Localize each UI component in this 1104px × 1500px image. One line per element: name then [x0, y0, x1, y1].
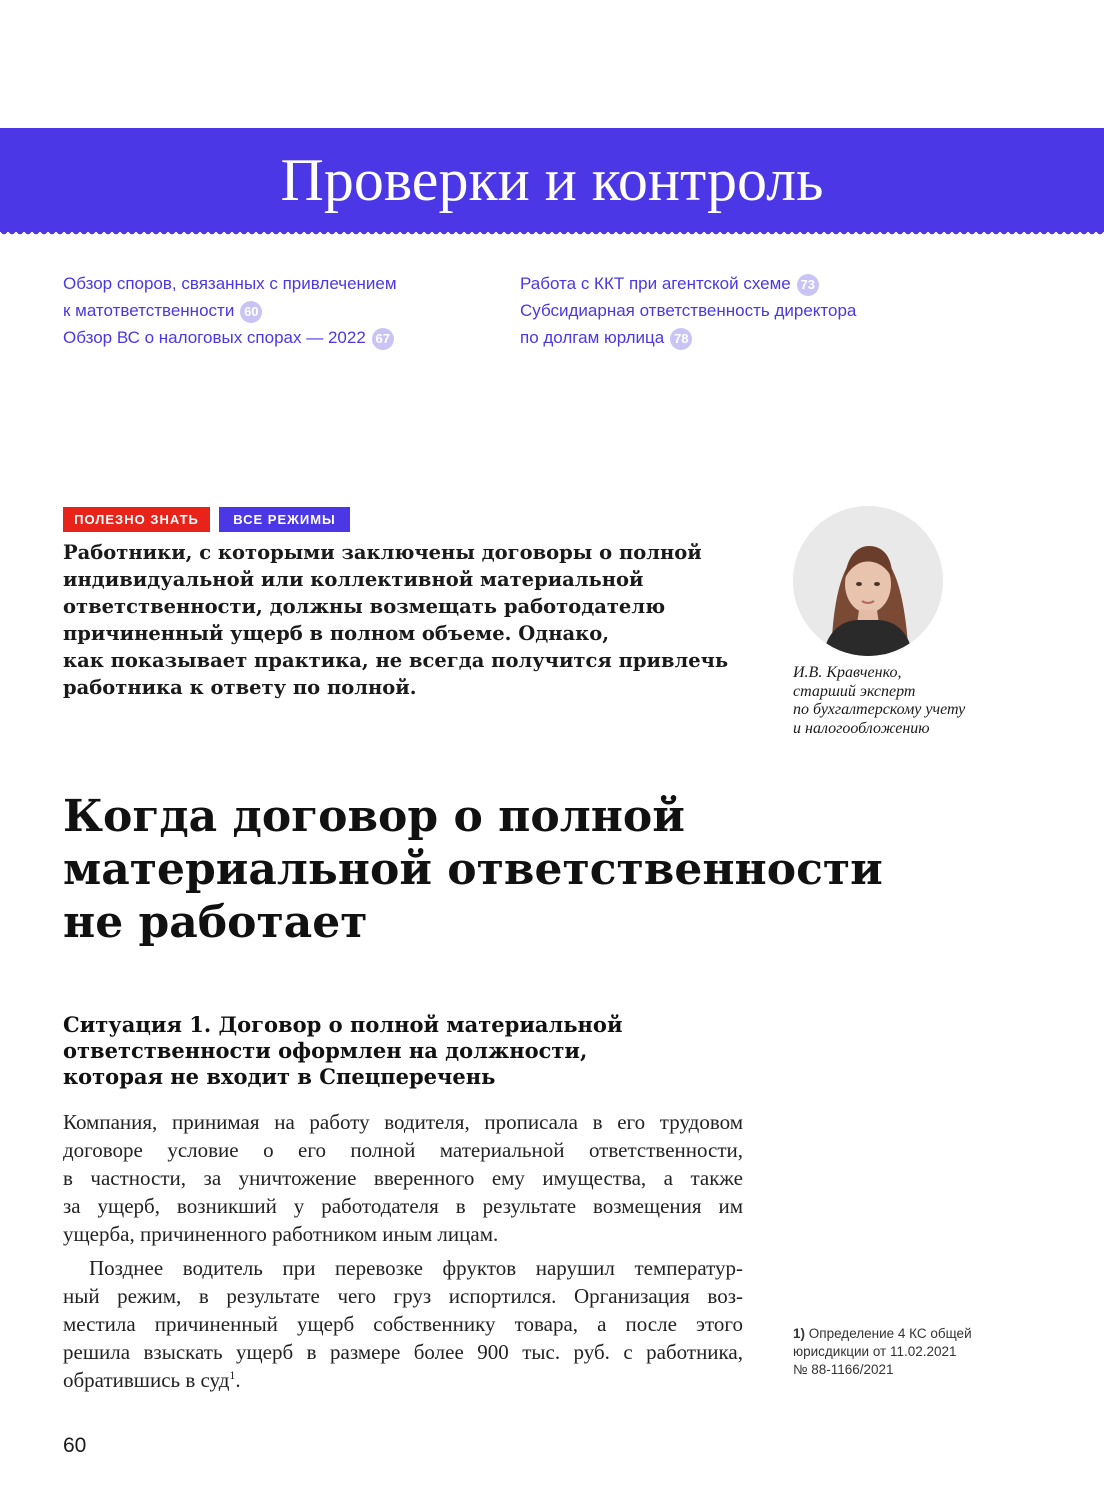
lead-line: ответственности, должны возмещать работодателю	[63, 595, 666, 618]
body-line: решила взыскать ущерб в размере более 900 тыс. руб. с работника,	[63, 1340, 743, 1364]
toc-item-line: Работа с ККТ при агентской схеме	[520, 274, 791, 293]
article-headline	[63, 790, 1043, 949]
headline-line: не работает	[63, 897, 368, 948]
footnote-line: юрисдикции от 11.02.2021	[793, 1344, 957, 1359]
headline-line: материальной ответственности	[63, 844, 883, 895]
toc-page-badge: 60	[240, 301, 262, 323]
toc-item-line: Обзор споров, связанных с привлечением	[63, 274, 397, 293]
body-paragraph	[63, 1254, 743, 1394]
situation-heading	[63, 1012, 783, 1090]
toc-item-line: Субсидиарная ответственность директора	[520, 301, 857, 320]
toc-page-badge: 78	[670, 328, 692, 350]
footnote-marker: 1)	[793, 1326, 806, 1341]
author-name: И.В. Кравченко,	[793, 664, 902, 681]
lead-line: причиненный ущерб в полном объеме. Однако,	[63, 622, 609, 645]
subhead-line: ответственности оформлен на должности,	[63, 1038, 588, 1063]
lead-line: индивидуальной или коллективной материальной	[63, 568, 644, 591]
toc-item-kkt-agent[interactable]	[520, 270, 920, 297]
footnote	[793, 1325, 1023, 1379]
toc-item-line: Обзор ВС о налоговых спорах — 2022	[63, 328, 366, 347]
body-line: Позднее водитель при перевозке фруктов нарушил температур-	[89, 1256, 743, 1280]
lead-line: как показывает практика, не всегда получится привлечь	[63, 649, 729, 672]
body-line-end: .	[235, 1368, 241, 1392]
lead-line: Работники, с которыми заключены договоры о полной	[63, 541, 702, 564]
toc-item-line: к матответственности	[63, 301, 235, 320]
toc-item-vs-tax-disputes[interactable]	[63, 324, 463, 351]
author-title-line: по бухгалтерскому учету	[793, 701, 966, 718]
subhead-line: которая не входит в Спецперечень	[63, 1064, 496, 1089]
toc-item-line: по долгам юрлица	[520, 328, 665, 347]
author-title-line: старший эксперт	[793, 682, 916, 700]
toc-page-badge: 67	[372, 328, 394, 350]
body-line: за ущерб, возникший у работодателя в результате возмещения им	[63, 1194, 743, 1218]
lead-paragraph	[63, 539, 763, 701]
body-line: в частности, за уничтожение вверенного ему имущества, а также	[63, 1166, 743, 1190]
body-line: ущерба, причиненного работником иным лицам.	[63, 1222, 499, 1246]
body-paragraph	[63, 1108, 743, 1248]
toc-left-column	[63, 270, 463, 351]
footnote-ref[interactable]: 1	[229, 1368, 236, 1382]
author-title-line: и налогообложению	[793, 719, 930, 737]
author-portrait-icon	[793, 506, 943, 656]
body-line	[63, 1366, 743, 1394]
toc-right-column	[520, 270, 920, 351]
body-line: местила причиненный ущерб собственнику товара, а после этого	[63, 1312, 743, 1336]
article-body	[63, 1108, 743, 1394]
page-number: 60	[63, 1434, 87, 1457]
author-credit	[793, 664, 1053, 738]
tag-useful: ПОЛЕЗНО ЗНАТЬ	[63, 507, 210, 532]
footnote-line: Определение 4 КС общей	[808, 1326, 972, 1341]
headline-line: Когда договор о полной	[63, 791, 685, 842]
body-line-text: обратившись в суд	[63, 1368, 230, 1392]
body-line: ный режим, в результате чего груз испортился. Организация воз-	[63, 1284, 743, 1308]
author-photo	[793, 506, 943, 656]
subhead-line: Ситуация 1. Договор о полной материальной	[63, 1012, 623, 1037]
footnote-line: № 88-1166/2021	[793, 1362, 894, 1377]
toc-item-matresponsibility[interactable]	[63, 270, 463, 324]
lead-line: работника к ответу по полной.	[63, 676, 417, 699]
toc-item-subsidiary-liability[interactable]	[520, 297, 920, 351]
section-title: Проверки и контроль	[280, 147, 824, 213]
body-line: договоре условие о его полной материальной ответственности,	[63, 1138, 743, 1162]
body-line: Компания, принимая на работу водителя, прописала в его трудовом	[63, 1110, 743, 1134]
section-banner	[0, 128, 1104, 232]
tag-all-modes: ВСЕ РЕЖИМЫ	[219, 507, 350, 532]
toc-page-badge: 73	[797, 274, 819, 296]
